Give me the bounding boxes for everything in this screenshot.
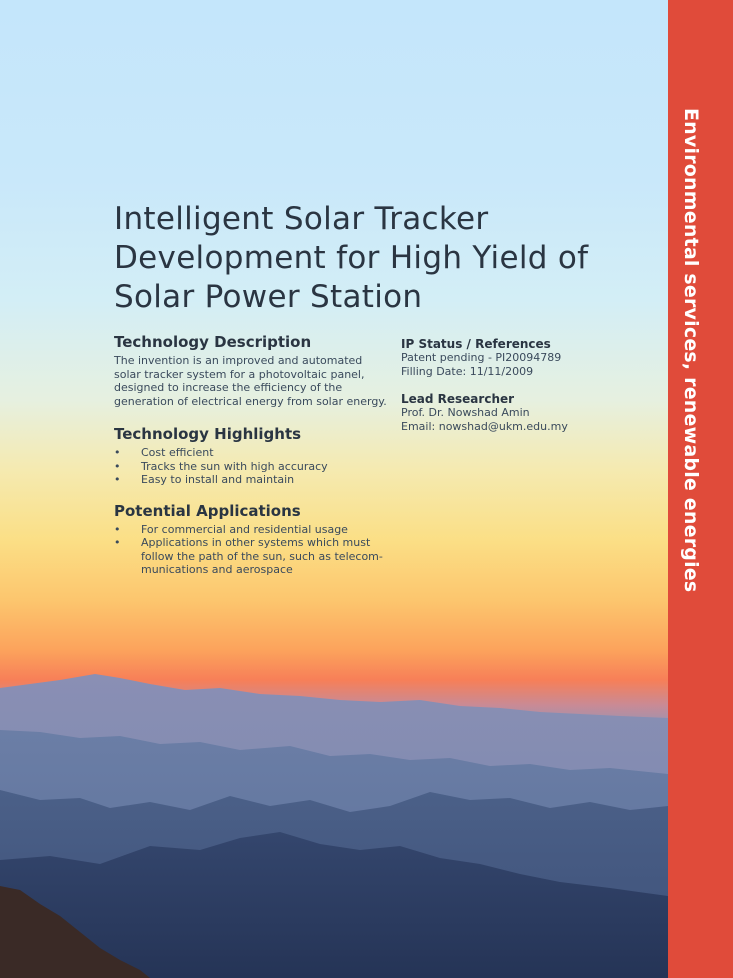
researcher-name: Prof. Dr. Nowshad Amin <box>401 406 530 419</box>
ip-status-heading: IP Status / References <box>401 337 551 351</box>
bullet-icon: • <box>114 536 121 549</box>
list-item: • Cost efficient <box>114 446 214 459</box>
filing-date: Filling Date: 11/11/2009 <box>401 364 534 378</box>
researcher-email: Email: nowshad@ukm.edu.my <box>401 419 568 433</box>
technology-description-heading: Technology Description <box>114 333 312 351</box>
patent-status: Patent pending - PI20094789 <box>401 351 562 364</box>
lead-researcher-heading: Lead Researcher <box>401 392 515 406</box>
bullet-icon: • <box>114 522 121 536</box>
mountain-landscape <box>0 660 668 978</box>
left-column <box>114 332 389 577</box>
lead-researcher-section <box>401 392 641 433</box>
category-label: Environmental services, renewable energies <box>680 108 702 593</box>
list-item: • Easy to install and maintain <box>114 473 295 486</box>
potential-applications-section <box>114 501 389 577</box>
technology-highlights-heading: Technology Highlights <box>114 425 302 443</box>
ip-status-section <box>401 337 641 378</box>
page-title: Intelligent Solar Tracker Development for High Yield of Solar Power Station <box>114 201 589 315</box>
bullet-icon: • <box>114 459 121 473</box>
list-item: • Applications in other systems which must follow the path of the sun, such as telecom-munications and aerospace <box>114 536 383 576</box>
right-column <box>401 337 641 433</box>
applications-list <box>114 523 389 577</box>
technology-highlights-section <box>114 424 389 487</box>
list-item: • For commercial and residential usage <box>114 522 348 536</box>
technology-description-text: The invention is an improved and automated solar tracker system for a photovoltaic panel, designed to increase the efficiency of the generation of electrical energy from solar energy. <box>114 354 387 408</box>
highlights-list <box>114 446 389 487</box>
bullet-icon: • <box>114 446 121 459</box>
bullet-icon: • <box>114 473 121 486</box>
list-item: • Tracks the sun with high accuracy <box>114 459 328 473</box>
technology-description-section <box>114 332 389 408</box>
potential-applications-heading: Potential Applications <box>114 501 301 520</box>
